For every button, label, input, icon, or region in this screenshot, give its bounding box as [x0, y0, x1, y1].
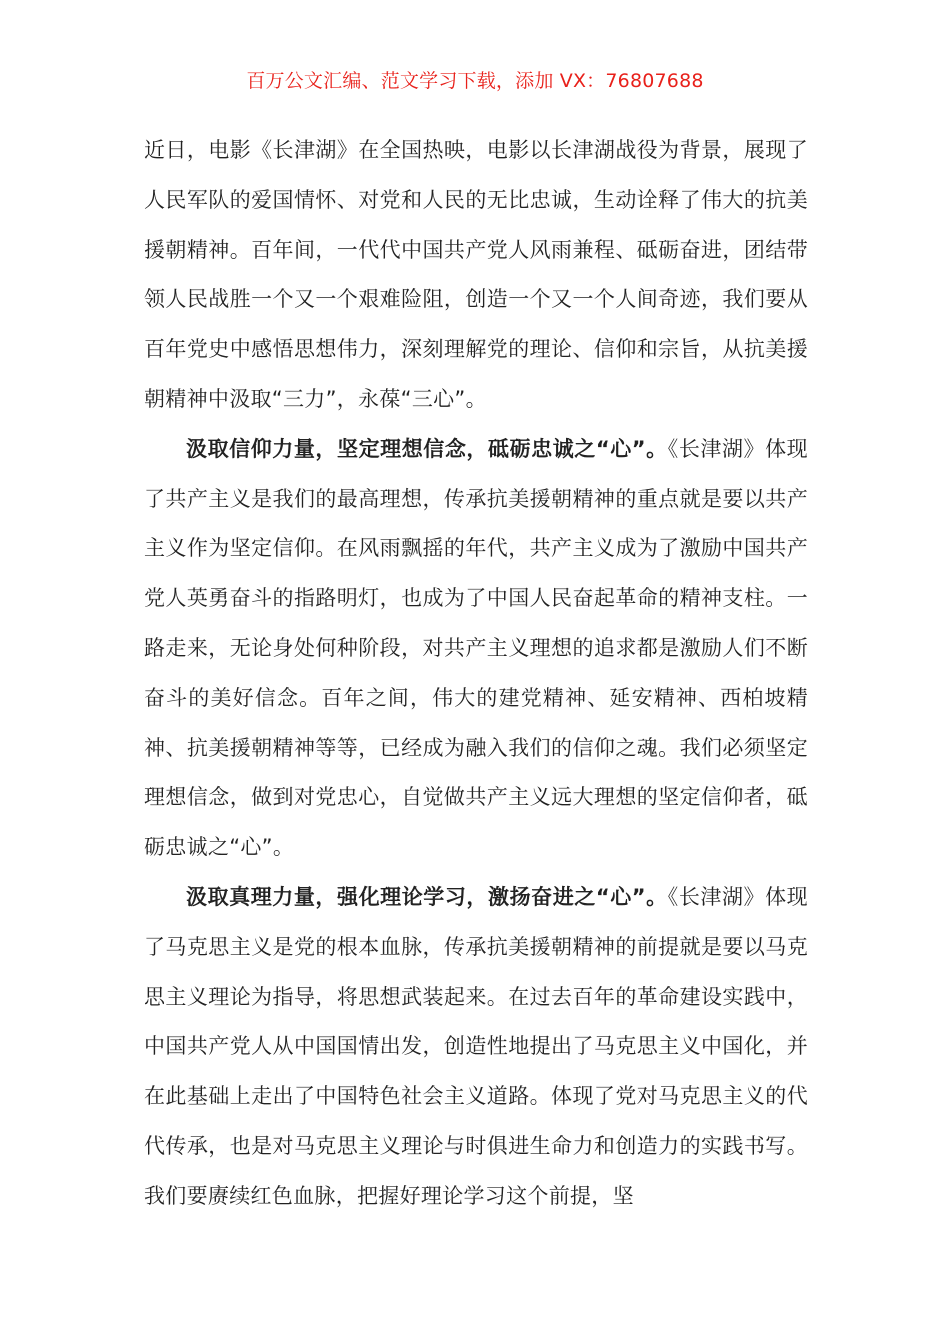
- section-paragraph-truth: [144, 873, 808, 1222]
- watermark-header: 百万公文汇编、范文学习下载，添加 VX：76807688: [246, 70, 704, 92]
- paragraph-text: 《长津湖》体现了马克思主义是党的根本血脉，传承抗美援朝精神的前提就是要以马克思主义理论为指导，将思想武装起来。在过去百年的革命建设实践中，中国共产党人从中国国情出发，创造性地提出了马克思主义中国化，并在此基础上走出了中国特色社会主义道路。体现了党对马克思主义的代代传承，也是对马克思主义理论与时俱进生命力和创造力的实践书写。我们要赓续红色血脉，把握好理论学习这个前提，坚: [144, 884, 808, 1208]
- section-heading: 汲取真理力量，强化理论学习，激扬奋进之“心”。: [186, 884, 668, 909]
- paragraph-text: 近日，电影《长津湖》在全国热映，电影以长津湖战役为背景，展现了人民军队的爱国情怀、对党和人民的无比忠诚，生动诠释了伟大的抗美援朝精神。百年间，一代代中国共产党人风雨兼程、砥砺奋进，团结带领人民战胜一个又一个艰难险阻，创造一个又一个人间奇迹，我们要从百年党史中感悟思想伟力，深刻理解党的理论、信仰和宗旨，从抗美援朝精神中汲取“三力”，永葆“三心”。: [144, 138, 808, 411]
- intro-paragraph: [144, 126, 808, 425]
- paragraph-text: 《长津湖》体现了共产主义是我们的最高理想，传承抗美援朝精神的重点就是要以共产主义作为坚定信仰。在风雨飘摇的年代，共产主义成为了激励中国共产党人英勇奋斗的指路明灯，也成为了中国人民奋起革命的精神支柱。一路走来，无论身处何种阶段，对共产主义理想的追求都是激励人们不断奋斗的美好信念。百年之间，伟大的建党精神、延安精神、西柏坡精神、抗美援朝精神等等，已经成为融入我们的信仰之魂。我们必须坚定理想信念，做到对党忠心，自觉做共产主义远大理想的坚定信仰者，砥砺忠诚之“心”。: [144, 436, 808, 860]
- article-body: [144, 126, 808, 1222]
- section-paragraph-faith: [144, 425, 808, 873]
- section-heading: 汲取信仰力量，坚定理想信念，砥砺忠诚之“心”。: [186, 436, 668, 461]
